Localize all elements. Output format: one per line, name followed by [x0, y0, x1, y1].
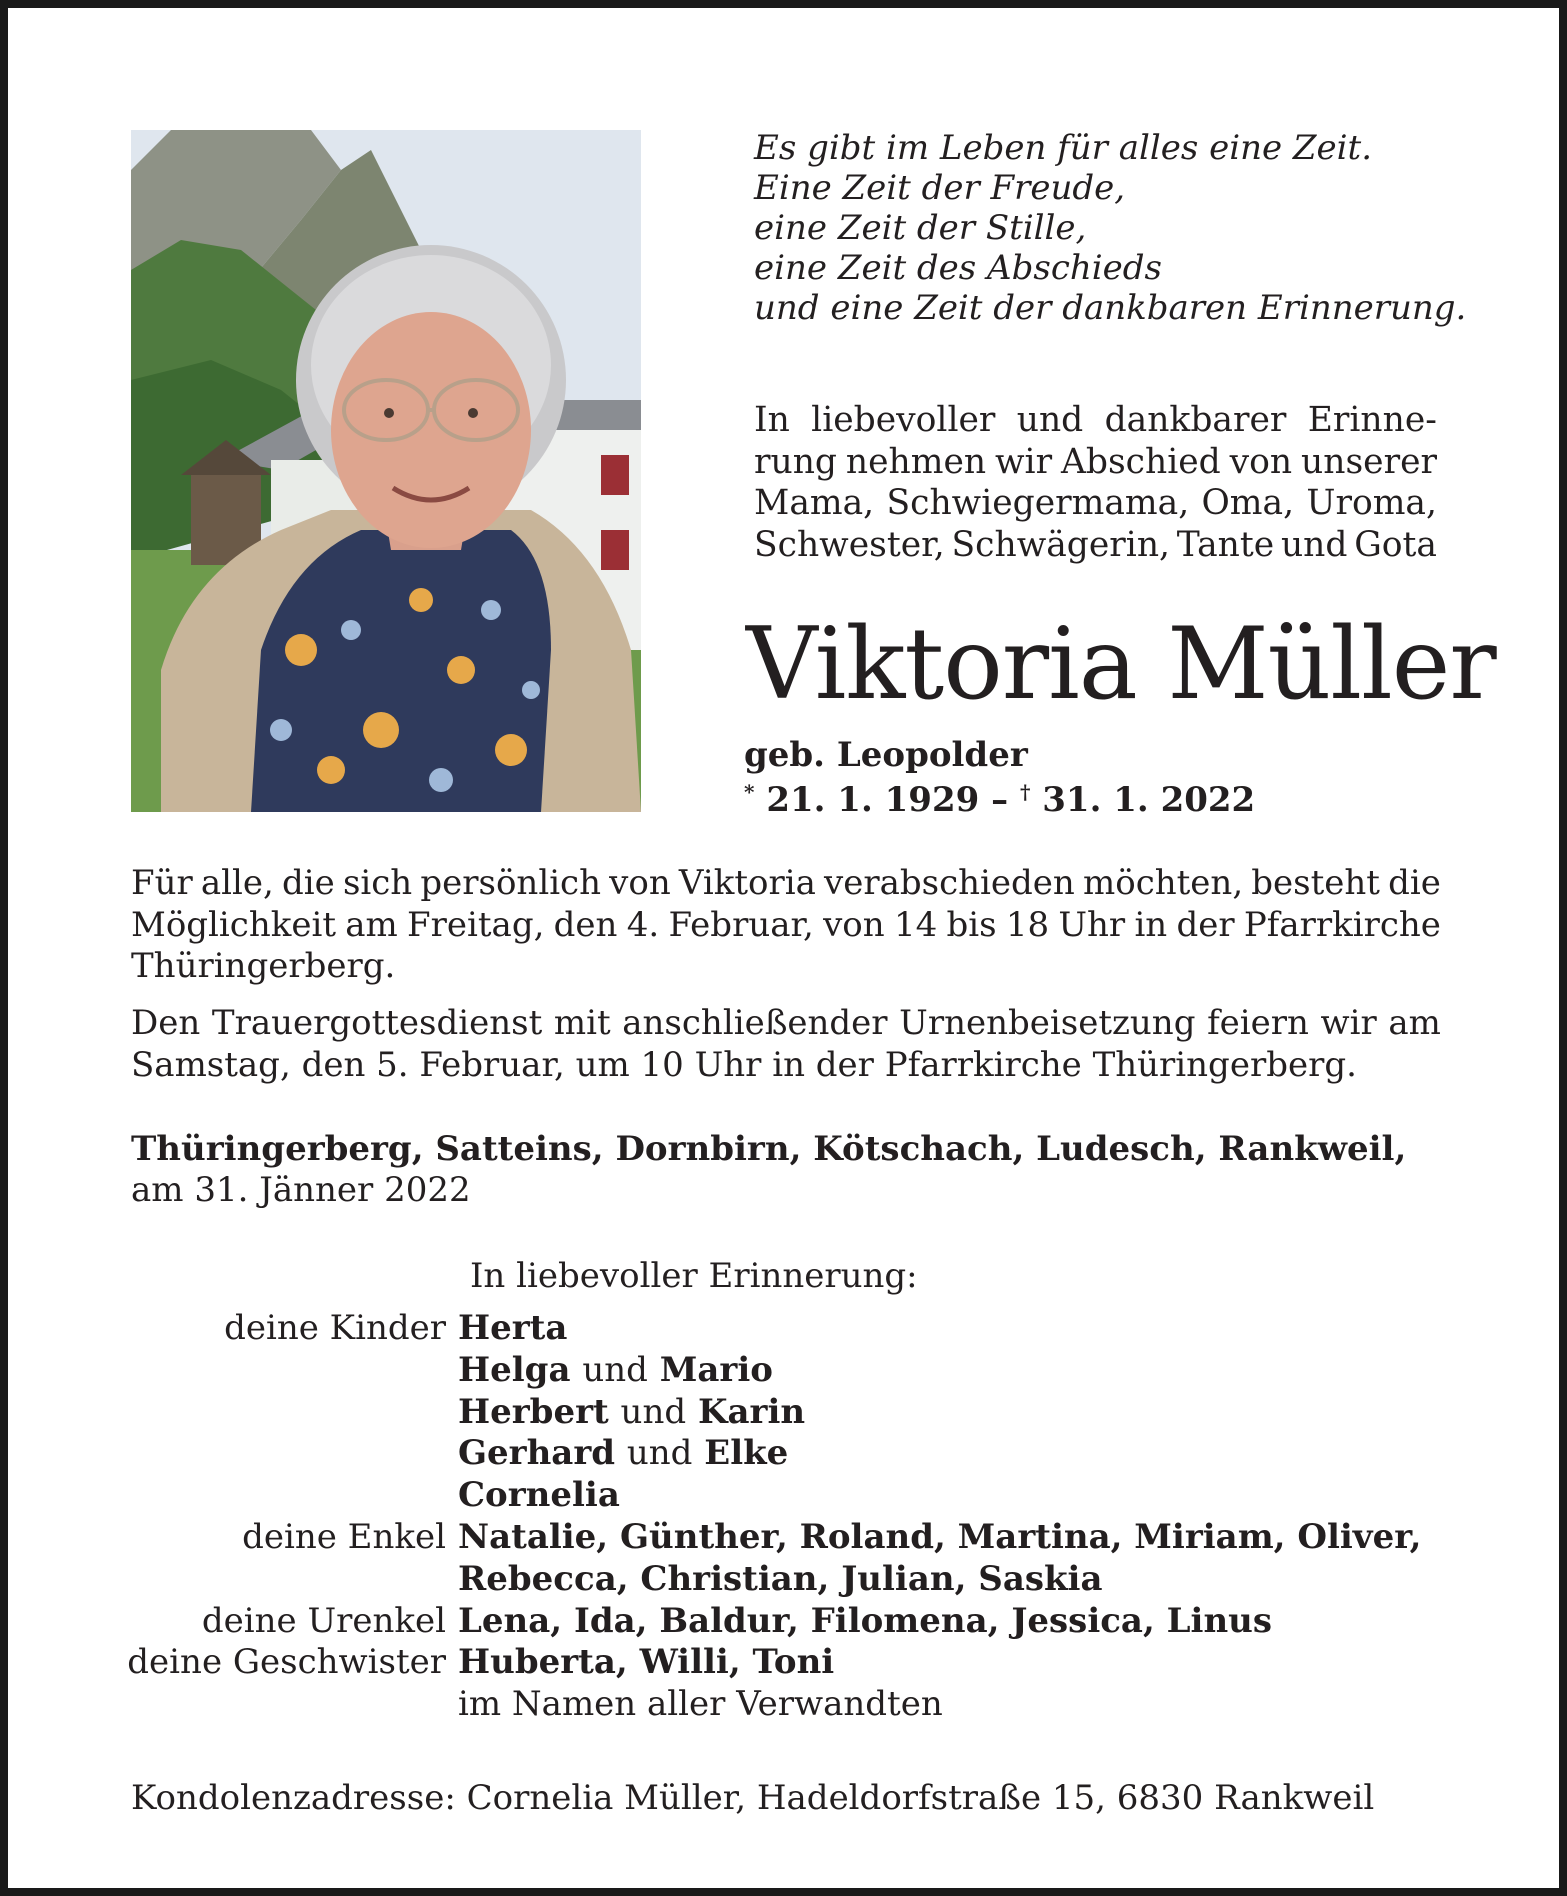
word: mit [553, 1003, 611, 1043]
word: wir [995, 441, 1053, 482]
word: 4. [626, 904, 660, 945]
family-list [0, 1308, 1421, 1726]
word: Februar, [668, 904, 814, 945]
death-symbol: † [1019, 780, 1031, 804]
word: anschließender [622, 1003, 888, 1043]
paragraph-line [131, 946, 1441, 988]
word: Gota [1354, 524, 1437, 565]
empty-label [0, 1684, 458, 1726]
word: in [1134, 904, 1168, 945]
und-word: und [620, 1391, 687, 1432]
word: Mama, [754, 483, 875, 523]
paragraph-text: Samstag, den 5. Februar, um 10 Uhr in der Pfarrkirche Thüringerberg. [131, 1044, 1357, 1085]
child-couple [458, 1433, 788, 1475]
memory-heading: In liebevoller Erinnerung: [470, 1256, 918, 1296]
empty-label [0, 1475, 458, 1517]
word: Tante [1176, 524, 1275, 565]
intro-paragraph [754, 400, 1437, 566]
word: von [823, 904, 885, 945]
family-row [0, 1308, 1421, 1350]
und-word: und [582, 1349, 648, 1390]
word: Erinne- [1307, 400, 1437, 440]
partner-name: Karin [697, 1391, 806, 1432]
paragraph-line [131, 905, 1441, 947]
family-row [0, 1392, 1421, 1434]
intro-line [754, 400, 1437, 442]
poem-line: Eine Zeit der Freude, [754, 168, 1126, 208]
family-row [0, 1350, 1421, 1392]
siblings-names: Huberta, Willi, Toni [458, 1642, 835, 1683]
family-row [0, 1601, 1421, 1643]
paragraph-line [131, 863, 1441, 905]
word: Urnenbeisetzung [899, 1003, 1196, 1043]
poem-line: Es gibt im Leben für alles eine Zeit. [754, 128, 1373, 168]
farewell-paragraph [131, 863, 1441, 988]
word: die [1388, 863, 1441, 903]
word: bis [946, 904, 997, 945]
word: und [1280, 524, 1348, 565]
word: Trauergottesdienst [211, 1003, 543, 1043]
child-name: Herta [458, 1308, 568, 1348]
word: Thüringerberg. [131, 946, 396, 986]
word: 18 [1005, 904, 1050, 945]
grandchildren-names: Rebecca, Christian, Julian, Saskia [458, 1558, 1103, 1599]
family-row [0, 1642, 1421, 1684]
word: Pfarrkirche [1243, 904, 1441, 945]
word: und [1016, 400, 1084, 440]
word: nehmen [845, 441, 987, 482]
empty-label [0, 1392, 458, 1434]
child-couple [458, 1392, 805, 1434]
paragraph-line [131, 1003, 1441, 1045]
word: dankbarer [1104, 400, 1287, 440]
child-name: Helga [458, 1349, 571, 1390]
word: am [345, 904, 398, 945]
word: von [609, 863, 671, 903]
condolence-address: Kondolenzadresse: Cornelia Müller, Hadeldorfstraße 15, 6830 Rankweil [131, 1778, 1375, 1818]
child-couple [458, 1350, 773, 1392]
word: Viktoria [678, 863, 816, 903]
poem-line: und eine Zeit der dankbaren Erinnerung. [754, 288, 1467, 328]
birth-date: 21. 1. 1929 [766, 780, 980, 820]
family-row [0, 1684, 1421, 1726]
siblings-label: deine Geschwister [127, 1642, 446, 1683]
place-date: am 31. Jänner 2022 [131, 1170, 471, 1210]
word: unserer [1301, 441, 1437, 482]
partner-name: Elke [704, 1433, 789, 1474]
poem-line: eine Zeit des Abschieds [754, 248, 1162, 288]
und-word: und [626, 1433, 693, 1474]
word: feiern [1207, 1003, 1309, 1043]
partner-name: Mario [659, 1349, 773, 1390]
great-grandchildren-label: deine Urenkel [201, 1600, 446, 1641]
death-date: 31. 1. 2022 [1042, 780, 1256, 820]
paragraph-line [131, 1045, 1441, 1087]
grandchildren-names: Natalie, Günther, Roland, Martina, Miriam, Oliver, [458, 1516, 1422, 1557]
children-label: deine Kinder [224, 1308, 446, 1348]
life-dates [744, 780, 1255, 820]
great-grandchildren-names: Lena, Ida, Baldur, Filomena, Jessica, Linus [458, 1600, 1273, 1641]
word: Uroma, [1306, 483, 1437, 523]
places-line: Thüringerberg, Satteins, Dornbirn, Kötschach, Ludesch, Rankweil, [131, 1129, 1407, 1169]
word: liebevoller [811, 400, 996, 440]
portrait-photo [131, 130, 641, 812]
relatives-line: im Namen aller Verwandten [458, 1684, 943, 1725]
child-name: Herbert [458, 1391, 609, 1432]
word: persönlich [420, 863, 602, 903]
family-row [0, 1559, 1421, 1601]
poem-line: eine Zeit der Stille, [754, 208, 1087, 248]
intro-line [754, 525, 1437, 567]
word: Schwester, [754, 524, 945, 565]
birth-symbol: * [744, 780, 755, 804]
empty-label [0, 1350, 458, 1392]
word: der [1176, 904, 1235, 945]
intro-line [754, 483, 1437, 525]
word: Den [131, 1003, 201, 1043]
empty-label [0, 1433, 458, 1475]
word: Schwiegermama, [886, 483, 1190, 523]
word: Uhr [1058, 904, 1126, 945]
word: Möglichkeit [131, 904, 336, 945]
birth-name: geb. Leopolder [744, 735, 1028, 775]
word: sich [342, 863, 413, 903]
word: In [754, 400, 790, 440]
word: 14 [893, 904, 938, 945]
service-paragraph [131, 1003, 1441, 1086]
word: Für [131, 863, 193, 903]
family-row [0, 1475, 1421, 1517]
word: am [1388, 1003, 1441, 1043]
word: Abschied [1060, 441, 1221, 482]
word: rung [754, 441, 838, 482]
word: wir [1320, 1003, 1377, 1043]
grandchildren-label: deine Enkel [242, 1516, 446, 1557]
word: Oma, [1201, 483, 1295, 523]
word: den [553, 904, 618, 945]
word: Freitag, [407, 904, 545, 945]
intro-line [754, 442, 1437, 484]
word: die [282, 863, 335, 903]
word: möchten, [1082, 863, 1244, 903]
portrait-illustration [131, 130, 641, 812]
word: alle, [200, 863, 274, 903]
deceased-name: Viktoria Müller [746, 607, 1496, 722]
word: Schwägerin, [951, 524, 1171, 565]
word: verabschieden [824, 863, 1075, 903]
date-dash: – [991, 780, 1009, 820]
family-row [0, 1517, 1421, 1559]
empty-label [0, 1559, 458, 1601]
child-name: Cornelia [458, 1475, 620, 1516]
family-row [0, 1433, 1421, 1475]
word: besteht [1251, 863, 1380, 903]
poem [754, 128, 1467, 328]
word: von [1229, 441, 1293, 482]
child-name: Gerhard [458, 1433, 616, 1474]
